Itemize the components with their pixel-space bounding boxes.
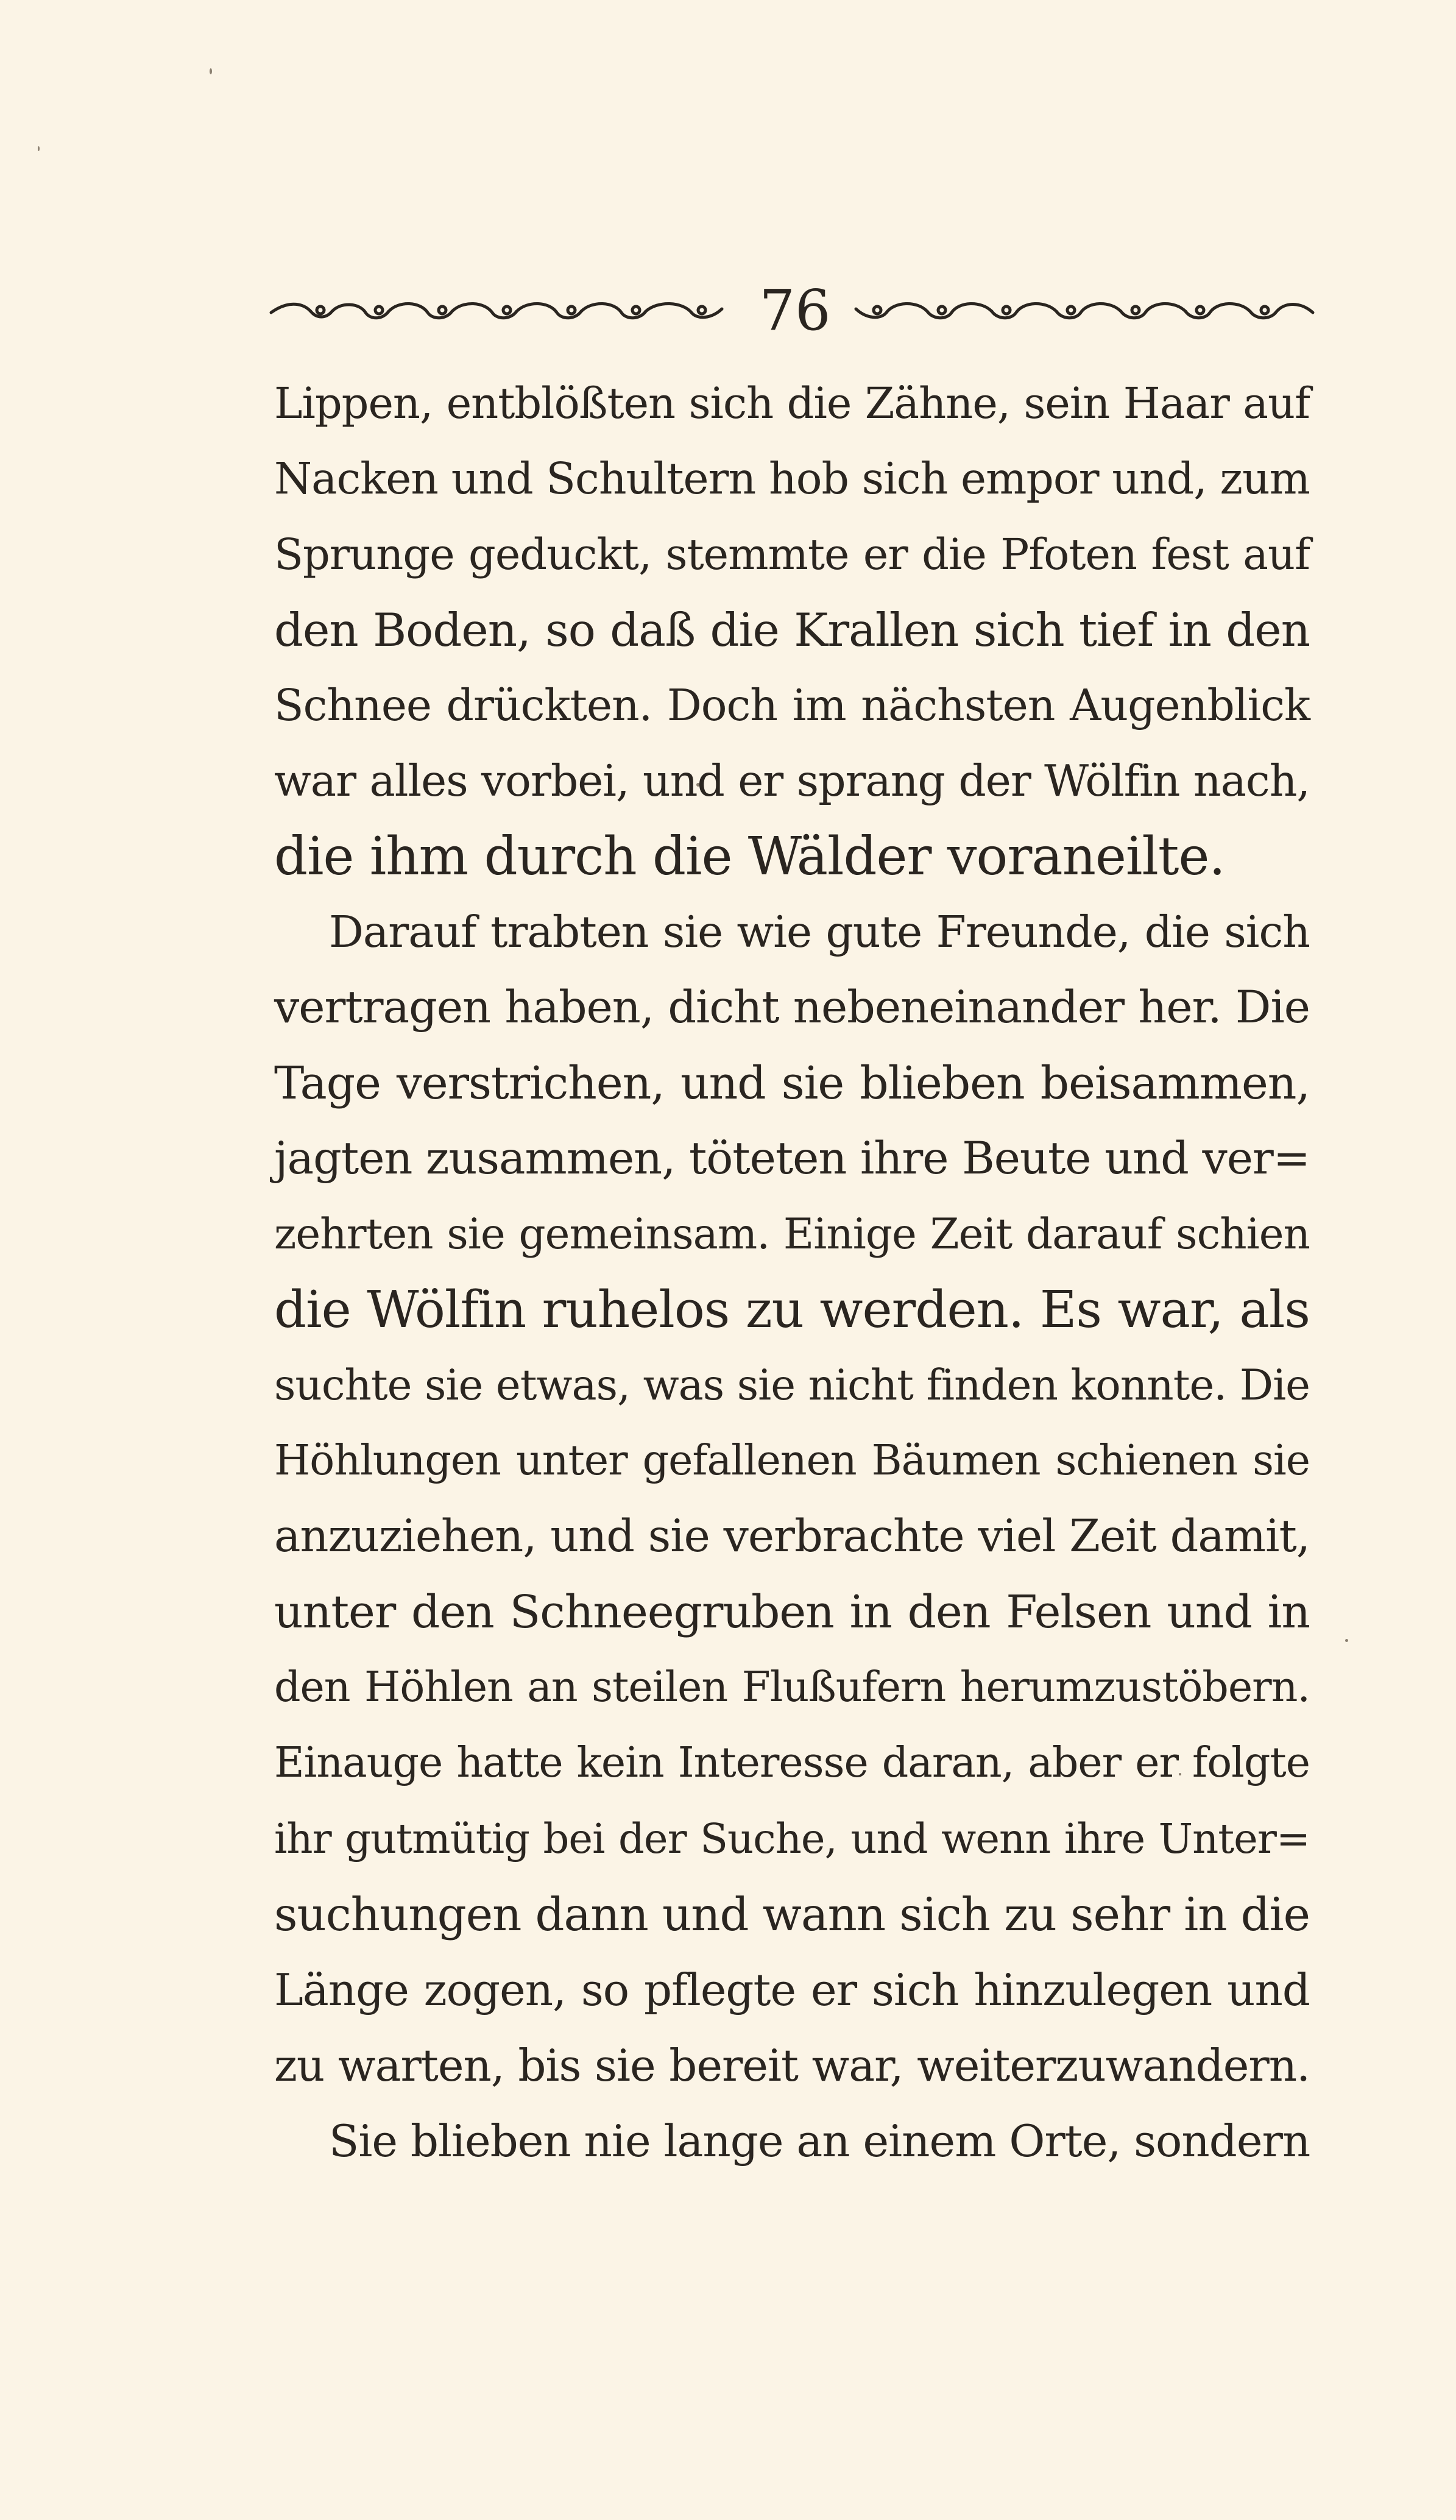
text-line: die Wölfin ruhelos zu werden. Es war, als <box>274 1280 1310 1339</box>
page-header <box>268 271 1316 350</box>
text-line: den Boden, so daß die Krallen sich tief in den <box>274 603 1310 657</box>
text-line: Länge zogen, so pflegte er sich hinzulegen und <box>274 1964 1310 2016</box>
scroll-ornament-icon <box>853 296 1316 326</box>
text-line: jagten zusammen, töteten ihre Beute und ver= <box>274 1133 1310 1184</box>
text-line: unter den Schneegruben in den Felsen und in <box>274 1586 1310 1638</box>
text-line: die ihm durch die Wälder voraneilte. <box>274 826 1225 887</box>
paper-speck <box>210 68 212 74</box>
paper-speck <box>1345 1639 1348 1642</box>
text-line: suchungen dann und wann sich zu sehr in die <box>274 1888 1310 1941</box>
text-line: Sie blieben nie lange an einem Orte, sondern <box>329 2115 1310 2167</box>
text-line: ihr gutmütig bei der Suche, und wenn ihre Unter= <box>274 1815 1310 1863</box>
text-line: Höhlungen unter gefallenen Bäumen schienen sie <box>274 1437 1310 1485</box>
text-line: den Höhlen an steilen Flußufern herumzustöbern. <box>274 1663 1310 1711</box>
text-line: vertragen haben, dicht nebeneinander her. Die <box>274 982 1310 1033</box>
paper-speck <box>38 146 40 151</box>
page-number: 76 <box>759 278 831 343</box>
text-line: zu warten, bis sie bereit war, weiterzuwandern. <box>274 2040 1310 2091</box>
scroll-ornament-icon <box>268 296 725 326</box>
text-line: Lippen, entblößten sich die Zähne, sein Haar auf <box>274 378 1310 428</box>
text-line: zehrten sie gemeinsam. Einige Zeit darauf schien <box>274 1210 1310 1259</box>
text-line: Darauf trabten sie wie gute Freunde, die sich <box>329 907 1310 957</box>
text-line: Schnee drückten. Doch im nächsten Augenblick <box>274 680 1310 731</box>
text-line: anzuziehen, und sie verbrachte viel Zeit damit, <box>274 1510 1310 1562</box>
text-line: suchte sie etwas, was sie nicht finden konnte. Die <box>274 1361 1310 1410</box>
text-line: Tage verstrichen, und sie blieben beisammen, <box>274 1057 1310 1110</box>
text-line: Sprunge geduckt, stemmte er die Pfoten fest auf <box>274 529 1310 579</box>
text-line: Nacken und Schultern hob sich empor und, zum <box>274 453 1310 504</box>
body-text <box>274 366 1310 2179</box>
text-line: Einauge hatte kein Interesse daran, aber er folgte <box>274 1739 1310 1787</box>
text-line: war alles vorbei, und er sprang der Wölfin nach, <box>274 756 1310 806</box>
